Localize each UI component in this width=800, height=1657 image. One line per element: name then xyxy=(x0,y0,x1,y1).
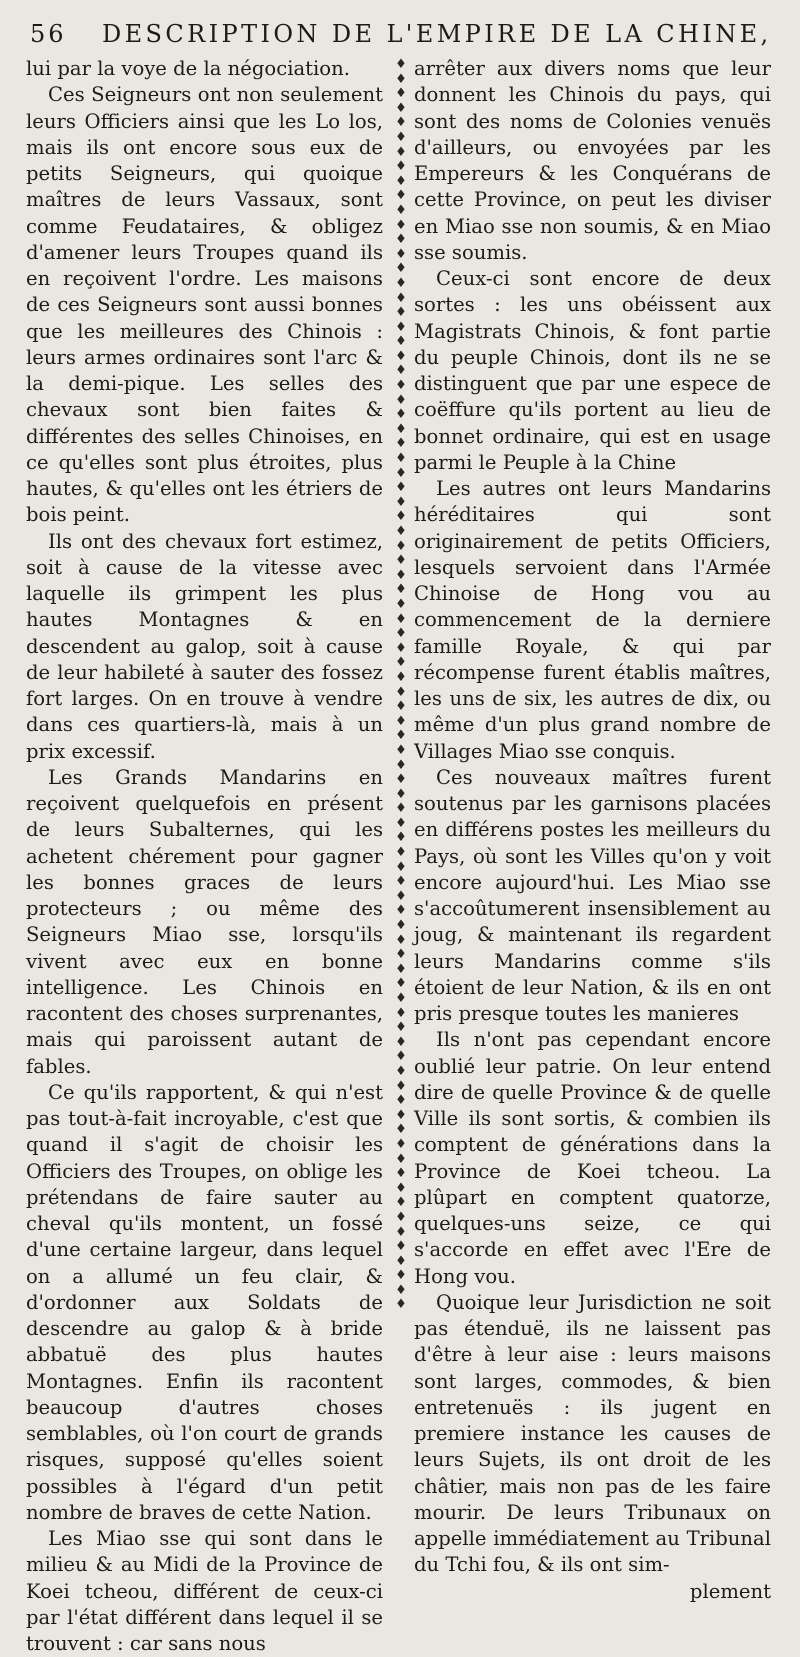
paragraph: Ils ont des chevaux fort estimez, soit à cause de la vitesse avec laquelle ils grimpent les plus hautes Montagnes & en descendent au galop, soit à cause de leur habileté à sauter des fossez fort larges. On en trouve à vendre dans ces quartiers-là, mais à un prix excessif. xyxy=(26,529,383,763)
paragraph: Ils n'ont pas cependant encore oublié leur patrie. On leur entend dire de quelle Province & de quelle Ville ils sont sortis, & combien ils comptent de générations dans la Province de Koei tcheou. La plûpart en comptent quatorze, quelques-uns seize, ce qui s'accorde en effet avec l'Ere de Hong vou. xyxy=(414,1028,771,1288)
page-number: 56 xyxy=(30,20,67,48)
paragraph: Ces nouveaux maîtres furent soutenus par les garnisons placées en différens postes les meilleurs du Pays, où sont les Villes qu'on y voit encore aujourd'hui. Les Miao sse s'accoûtumerent insensiblement au joug, & maintenant ils regardent leurs Mandarins comme s'ils étoient de leur Nation, & ils en ont pris presque toutes les manieres xyxy=(414,765,771,1025)
ornamental-column-divider: ♦ ♦ ♦ ♦ ♦ ♦ ♦ ♦ ♦ ♦ ♦ ♦ ♦ ♦ ♦ ♦ ♦ ♦ ♦ ♦ ♦ ♦ ♦ ♦ ♦ ♦ ♦ ♦ ♦ ♦ ♦ ♦ ♦ ♦ ♦ ♦ ♦ ♦ ♦ ♦ ♦ ♦ ♦ ♦ ♦ ♦ ♦ ♦ ♦ ♦ ♦ ♦ ♦ ♦ ♦ ♦ ♦ ♦ ♦ ♦ ♦ ♦ ♦ ♦ ♦ ♦ ♦ ♦ ♦ ♦ ♦ ♦ ♦ ♦ ♦ ♦ ♦ ♦ ♦ ♦ ♦ ♦ ♦ ♦ ♦ ♦ xyxy=(395,58,407,1310)
left-column xyxy=(26,56,383,1657)
paragraph: Les autres ont leurs Mandarins héréditaires qui sont originairement de petits Officiers, lesquels servoient dans l'Armée Chinoise de Hong vou au commencement de la derniere famille Royale, & qui par récompense furent établis maîtres, les uns de six, les autres de dix, ou même d'un plus grand nombre de Villages Miao sse conquis. xyxy=(414,477,771,763)
paragraph: Ces Seigneurs ont non seulement leurs Officiers ainsi que les Lo los, mais ils ont encore sous eux de petits Seigneurs, qui quoique maîtres de leurs Vassaux, sont comme Feudataires, & obligez d'amener leurs Troupes quand ils en reçoivent l'ordre. Les maisons de ces Seigneurs sont aussi bonnes que les meilleures des Chinois : leurs armes ordinaires sont l'arc & la demi-pique. Les selles des chevaux sont bien faites & différentes des selles Chinoises, en ce qu'elles sont plus étroites, plus hautes, & qu'elles ont les étriers de bois peint. xyxy=(26,83,383,527)
paragraph: arrêter aux divers noms que leur donnent les Chinois du pays, qui sont des noms de Colonies venuës d'ailleurs, ou envoyées par les Empereurs & les Conquérans de cette Province, on peut les diviser en Miao sse non soumis, & en Miao sse soumis. xyxy=(414,57,771,264)
paragraph: Ceux-ci sont encore de deux sortes : les uns obéissent aux Magistrats Chinois, & font partie du peuple Chinois, dont ils ne se distinguent que par une espece de coëffure qu'ils portent au lieu de bonnet ordinaire, qui est en usage parmi le Peuple à la Chine xyxy=(414,267,771,474)
page-header xyxy=(30,20,790,54)
paragraph: Quoique leur Jurisdiction ne soit pas étenduë, ils ne laissent pas d'être à leur aise : leurs maisons sont larges, commodes, & bien entretenuës : ils jugent en premiere instance les causes de leurs Sujets, ils ont droit de les châtier, mais non pas de les faire mourir. De leurs Tribunaux on appelle immédiatement au Tribunal du Tchi fou, & ils ont sim- xyxy=(414,1290,771,1577)
right-column xyxy=(414,56,771,1605)
running-title: DESCRIPTION DE L'EMPIRE DE LA CHINE, xyxy=(102,20,772,48)
catchword: plement xyxy=(689,1579,771,1603)
paragraph: Ce qu'ils rapportent, & qui n'est pas tout-à-fait incroyable, c'est que quand il s'agit de choisir les Officiers des Troupes, on oblige les prétendans de faire sauter au cheval qu'ils montent, un fossé d'une certaine largeur, dans lequel on a allumé un feu clair, & d'ordonner aux Soldats de descendre au galop & à bride abbatuë des plus hautes Montagnes. Enfin ils racontent beaucoup d'autres choses semblables, où l'on court de grands risques, supposé qu'elles soient possibles à l'égard d'un petit nombre de braves de cette Nation. xyxy=(26,1080,383,1524)
paragraph: Les Miao sse qui sont dans le milieu & au Midi de la Province de Koei tcheou, différent de ceux-ci par l'état différent dans lequel il se trouvent : car sans nous xyxy=(26,1527,383,1655)
paragraph: lui par la voye de la négociation. xyxy=(26,57,350,80)
paragraph: Les Grands Mandarins en reçoivent quelquefois en présent de leurs Subalternes, qui les achetent chérement pour gagner les bonnes graces de leurs protecteurs ; ou même des Seigneurs Miao sse, lorsqu'ils vivent avec eux en bonne intelligence. Les Chinois en racontent des choses surprenantes, mais qui paroissent autant de fables. xyxy=(26,765,383,1078)
